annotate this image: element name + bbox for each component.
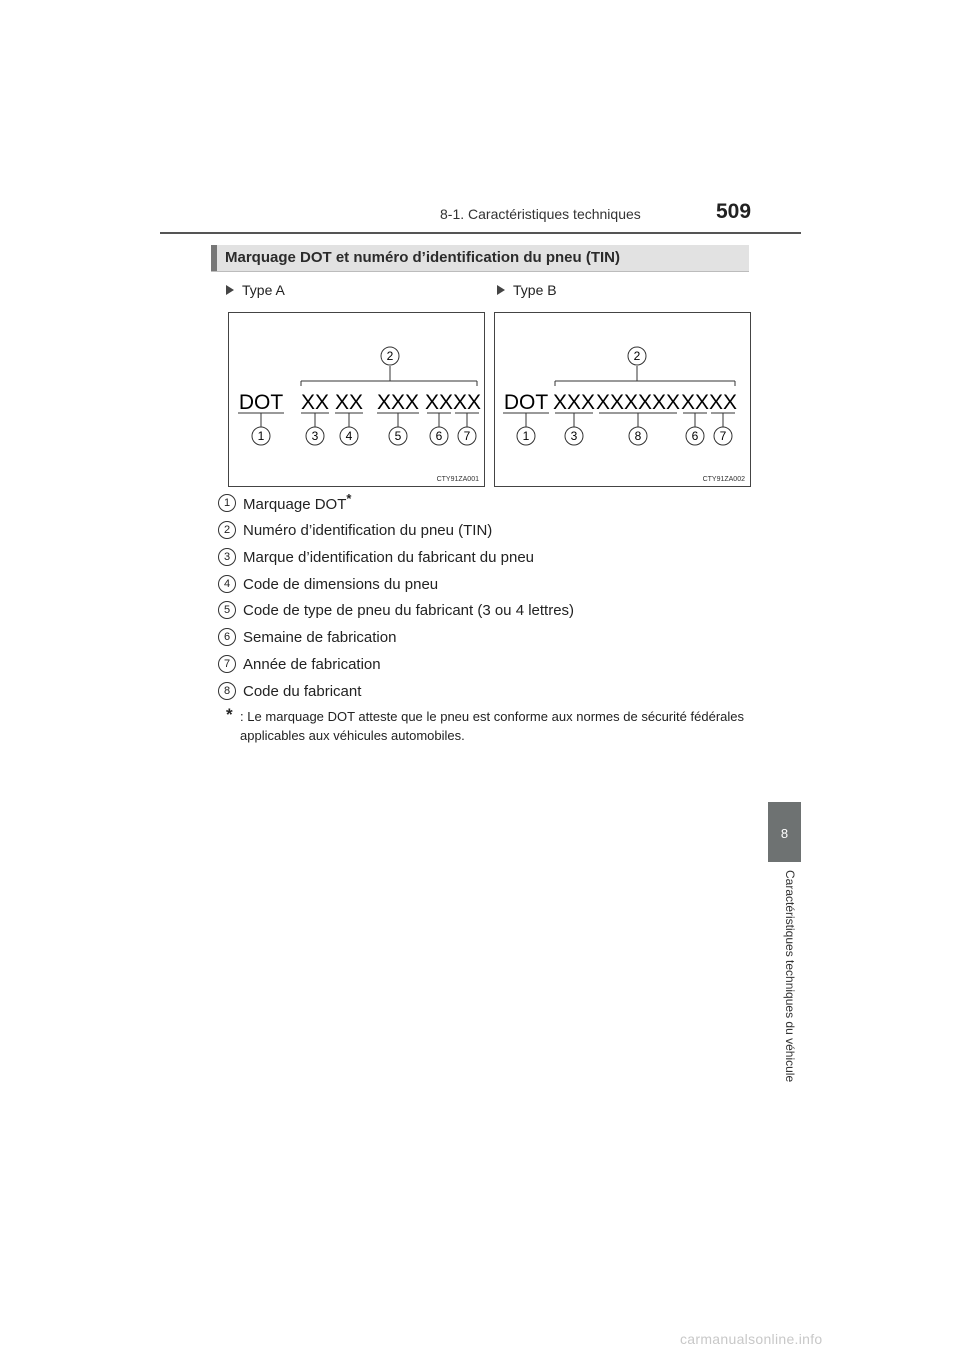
token-xxx: XXX bbox=[376, 391, 420, 414]
type-a-text: Type A bbox=[242, 282, 285, 298]
section-title-bar bbox=[211, 245, 749, 272]
token-xxxxxx: XXXXXX bbox=[595, 391, 681, 414]
callout-top: 2 bbox=[386, 349, 394, 363]
legend-number: 7 bbox=[218, 655, 236, 673]
token-xx-1: XX bbox=[300, 391, 330, 414]
legend-text: Numéro d’identification du pneu (TIN) bbox=[243, 522, 493, 539]
legend-label: Marquage DOT bbox=[243, 496, 347, 513]
header-rule bbox=[160, 232, 801, 234]
legend-number: 3 bbox=[218, 548, 236, 566]
triangle-bullet-icon bbox=[497, 285, 505, 295]
legend-text: Semaine de fabrication bbox=[243, 629, 397, 646]
callout-bottom: 6 bbox=[691, 429, 699, 443]
legend-number: 1 bbox=[218, 494, 236, 512]
legend-text: Année de fabrication bbox=[243, 656, 381, 673]
callout-bottom: 1 bbox=[522, 429, 530, 443]
callout-bottom: 1 bbox=[257, 429, 265, 443]
callout-bottom: 4 bbox=[345, 429, 353, 443]
token-dot: DOT bbox=[238, 391, 284, 414]
token-xxxx: XXXX bbox=[680, 391, 738, 414]
running-header-section: 8-1. Caractéristiques techniques bbox=[440, 206, 641, 222]
figure-type-b bbox=[494, 312, 751, 487]
type-b-label bbox=[497, 282, 557, 298]
callout-bottom: 8 bbox=[634, 429, 642, 443]
callout-bottom: 3 bbox=[570, 429, 578, 443]
legend-text: Code de dimensions du pneu bbox=[243, 576, 439, 593]
chapter-tab bbox=[768, 802, 801, 862]
legend-number: 4 bbox=[218, 575, 236, 593]
token-xx-2: XX bbox=[334, 391, 364, 414]
chapter-side-label: Caractéristiques techniques du véhicule bbox=[783, 870, 797, 1083]
triangle-bullet-icon bbox=[226, 285, 234, 295]
chapter-tab-number: 8 bbox=[780, 826, 789, 841]
callout-top: 2 bbox=[633, 349, 641, 363]
legend-number: 8 bbox=[218, 682, 236, 700]
callout-bottom: 3 bbox=[311, 429, 319, 443]
callout-bottom: 5 bbox=[394, 429, 402, 443]
callout-bottom: 7 bbox=[463, 429, 471, 443]
asterisk-mark: * bbox=[346, 491, 352, 506]
token-dot: DOT bbox=[503, 391, 549, 414]
legend-text: Code du fabricant bbox=[243, 683, 362, 700]
legend-text: Code de type de pneu du fabricant (3 ou 4 lettres) bbox=[243, 602, 575, 619]
page-number: 509 bbox=[716, 200, 752, 223]
legend-number: 2 bbox=[218, 521, 236, 539]
legend-text: Marque d’identification du fabricant du pneu bbox=[243, 549, 535, 566]
figure-type-a-diagram bbox=[229, 313, 484, 486]
footnote-text: : Le marquage DOT atteste que le pneu est conforme aux normes de sécurité fédérales applicables aux véhicules automobiles. bbox=[240, 709, 744, 743]
type-b-text: Type B bbox=[513, 282, 557, 298]
section-title: Marquage DOT et numéro d’identification du pneu (TIN) bbox=[225, 249, 620, 266]
figure-type-a bbox=[228, 312, 485, 487]
legend-number: 6 bbox=[218, 628, 236, 646]
callout-bottom: 7 bbox=[719, 429, 727, 443]
footnote-asterisk: * bbox=[226, 705, 233, 724]
figure-code: CTY91ZA001 bbox=[436, 476, 479, 483]
token-xxx: XXX bbox=[552, 391, 596, 414]
section-bar-accent bbox=[211, 245, 217, 271]
legend-text bbox=[243, 491, 352, 513]
watermark: carmanualsonline.info bbox=[680, 1331, 823, 1347]
figure-type-b-diagram bbox=[495, 313, 750, 486]
callout-bottom: 6 bbox=[435, 429, 443, 443]
token-xxxx: XXXX bbox=[424, 391, 482, 414]
type-a-label bbox=[226, 282, 285, 298]
figure-code: CTY91ZA002 bbox=[702, 476, 745, 483]
legend-number: 5 bbox=[218, 601, 236, 619]
